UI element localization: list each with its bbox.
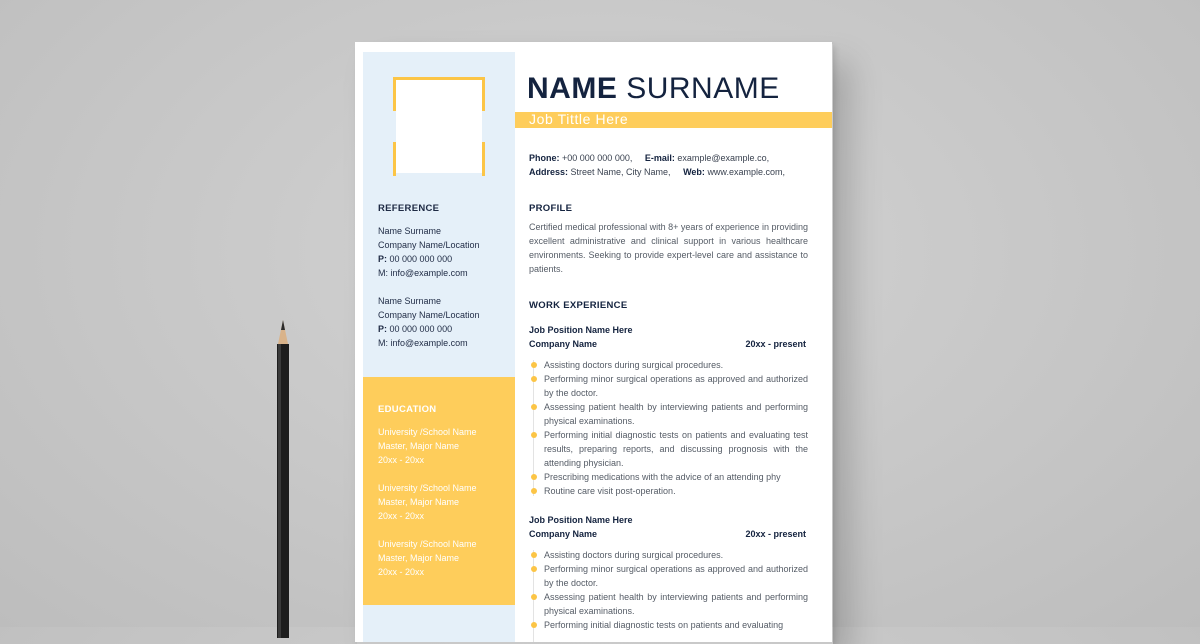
job-duty [529, 562, 808, 590]
reference-email: M: info@example.com [378, 338, 468, 348]
job-duty-text: Assisting doctors during surgical procedures. [544, 550, 724, 560]
reference-heading: REFERENCE [378, 203, 440, 214]
bullet-dot-icon [531, 474, 537, 480]
resume-page [355, 42, 832, 642]
bullet-dot-icon [531, 362, 537, 368]
job-duties-list [529, 548, 808, 632]
last-name: SURNAME [626, 72, 780, 105]
reference-phone-label: P: [378, 254, 387, 264]
phone-value: +00 000 000 000, [562, 153, 633, 163]
job-duty-text: Routine care visit post-operation. [544, 486, 676, 496]
profile-text: Certified medical professional with 8+ years of experience in providing excellent administrative and clinical support in various healthcare environments. Seeking to provide expert-level care and assistance to patients. [529, 222, 808, 274]
job-duty [529, 548, 808, 562]
web-value: www.example.com, [707, 167, 785, 177]
reference-phone-label: P: [378, 324, 387, 334]
first-name: NAME [527, 72, 618, 105]
job-duties-list [529, 358, 808, 498]
bullet-dot-icon [531, 566, 537, 572]
photo-placeholder [393, 77, 485, 176]
job-duty-text: Performing initial diagnostic tests on patients and evaluating [544, 620, 784, 630]
education-degree: Master, Major Name [378, 441, 460, 451]
job-duty-text: Assessing patient health by interviewing patients and performing physical examinations. [544, 402, 808, 426]
job-dates: 20xx - present [745, 529, 806, 539]
bullet-dot-icon [531, 594, 537, 600]
job-company-row [529, 529, 806, 539]
education-entry [378, 425, 477, 467]
profile-heading: PROFILE [529, 203, 573, 214]
job-duty-text: Performing initial diagnostic tests on patients and evaluating test results, preparing reports, and discussing prognosis with the attending physician. [544, 430, 808, 468]
email-value: example@example.co, [677, 153, 770, 163]
bullet-dot-icon [531, 432, 537, 438]
work-experience-heading: WORK EXPERIENCE [529, 300, 628, 311]
education-years: 20xx - 20xx [378, 455, 425, 465]
job-duty-text: Assisting doctors during surgical procedures. [544, 360, 724, 370]
job-duty-text: Performing minor surgical operations as approved and authorized by the doctor. [544, 564, 808, 588]
job-duty [529, 590, 808, 618]
bullet-dot-icon [531, 404, 537, 410]
job-duty-text: Assessing patient health by interviewing patients and performing physical examinations. [544, 592, 808, 616]
bullet-dot-icon [531, 488, 537, 494]
resume-name [527, 72, 780, 106]
job-duty [529, 470, 808, 484]
job-duty [529, 400, 808, 428]
education-heading: EDUCATION [378, 404, 437, 415]
reference-entry [378, 224, 480, 280]
job-dates: 20xx - present [745, 339, 806, 349]
education-school: University /School Name [378, 539, 477, 549]
education-school: University /School Name [378, 483, 477, 493]
job-position: Job Position Name Here [529, 515, 633, 525]
job-position: Job Position Name Here [529, 325, 633, 335]
job-duty [529, 618, 808, 632]
education-degree: Master, Major Name [378, 553, 460, 563]
email-label: E-mail: [644, 153, 675, 163]
job-duty [529, 372, 808, 400]
reference-company: Company Name/Location [378, 310, 480, 320]
address-value: Street Name, City Name, [570, 167, 671, 177]
bullet-dot-icon [531, 622, 537, 628]
job-duty [529, 358, 808, 372]
reference-name: Name Surname [378, 226, 442, 236]
reference-name: Name Surname [378, 296, 442, 306]
web-label: Web: [683, 167, 705, 177]
reference-phone: 00 000 000 000 [389, 324, 453, 334]
reference-email: M: info@example.com [378, 268, 468, 278]
education-years: 20xx - 20xx [378, 567, 425, 577]
reference-phone: 00 000 000 000 [389, 254, 453, 264]
education-years: 20xx - 20xx [378, 511, 425, 521]
job-company: Company Name [529, 529, 598, 539]
bullet-dot-icon [531, 552, 537, 558]
reference-entry [378, 294, 480, 350]
address-label: Address: [529, 167, 569, 177]
job-duty [529, 428, 808, 470]
contact-info [529, 151, 785, 179]
sidebar-bottom-panel [363, 605, 515, 642]
job-company-row [529, 339, 806, 349]
job-duty-text: Prescribing medications with the advice of an attending phy [544, 472, 781, 482]
pencil-image [269, 318, 297, 638]
job-duty [529, 484, 808, 498]
education-entry [378, 481, 477, 523]
job-duty-text: Performing minor surgical operations as approved and authorized by the doctor. [544, 374, 808, 398]
reference-company: Company Name/Location [378, 240, 480, 250]
education-school: University /School Name [378, 427, 477, 437]
education-entry [378, 537, 477, 579]
education-degree: Master, Major Name [378, 497, 460, 507]
job-title: Job Tittle Here [529, 111, 629, 127]
bullet-dot-icon [531, 376, 537, 382]
phone-label: Phone: [529, 153, 560, 163]
job-company: Company Name [529, 339, 598, 349]
